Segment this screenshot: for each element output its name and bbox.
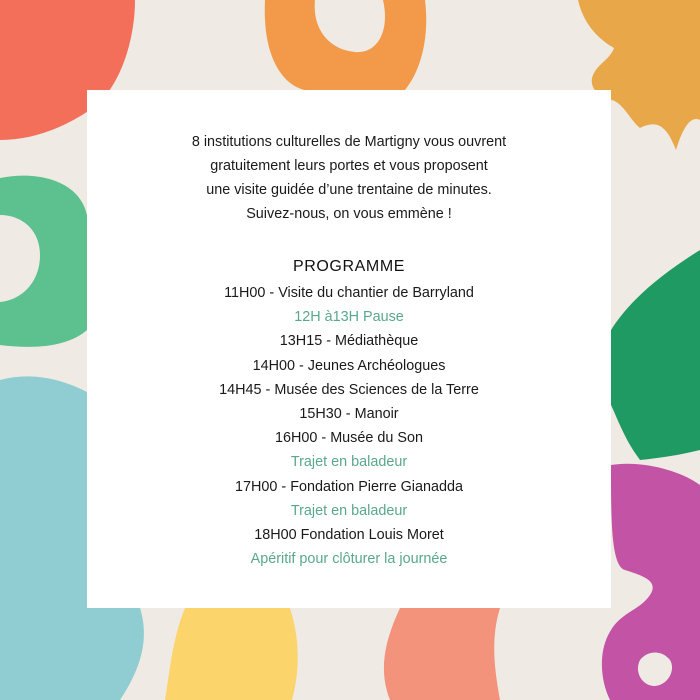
info-card	[87, 90, 611, 608]
programme-item: 14H00 - Jeunes Archéologues	[252, 357, 446, 374]
intro-line: gratuitement leurs portes et vous proposent	[210, 158, 488, 174]
programme-item: 11H00 - Visite du chantier de Barryland	[224, 285, 474, 301]
intro-text	[87, 130, 611, 226]
programme-item: 13H15 - Médiathèque	[279, 333, 419, 350]
programme-item: 12H à13H Pause	[294, 309, 404, 326]
programme-item: 15H30 - Manoir	[299, 406, 399, 423]
intro-line: une visite guidée d’une trentaine de minutes.	[206, 182, 492, 198]
programme-item: Apéritif pour clôturer la journée	[250, 551, 448, 568]
programme-item: 18H00 Fondation Louis Moret	[254, 527, 444, 544]
mint-ring-shape	[0, 176, 87, 347]
yellow-blob-shape	[165, 608, 298, 700]
programme-item: 17H00 - Fondation Pierre Gianadda	[235, 478, 463, 495]
programme-heading: PROGRAMME	[292, 258, 406, 275]
intro-line: 8 institutions culturelles de Martigny vous ouvrent	[191, 134, 507, 150]
programme-item: Trajet en baladeur	[290, 454, 408, 471]
programme-list	[87, 281, 611, 571]
programme-item: 16H00 - Musée du Son	[275, 430, 423, 447]
magenta-curve-shape	[602, 464, 700, 700]
green-leaf-shape	[611, 250, 700, 460]
programme-item: 14H45 - Musée des Sciences de la Terre	[219, 381, 479, 398]
programme-item: Trajet en baladeur	[290, 502, 408, 519]
intro-line: Suivez-nous, on vous emmène !	[246, 206, 452, 222]
salmon-blob-shape	[384, 608, 500, 700]
